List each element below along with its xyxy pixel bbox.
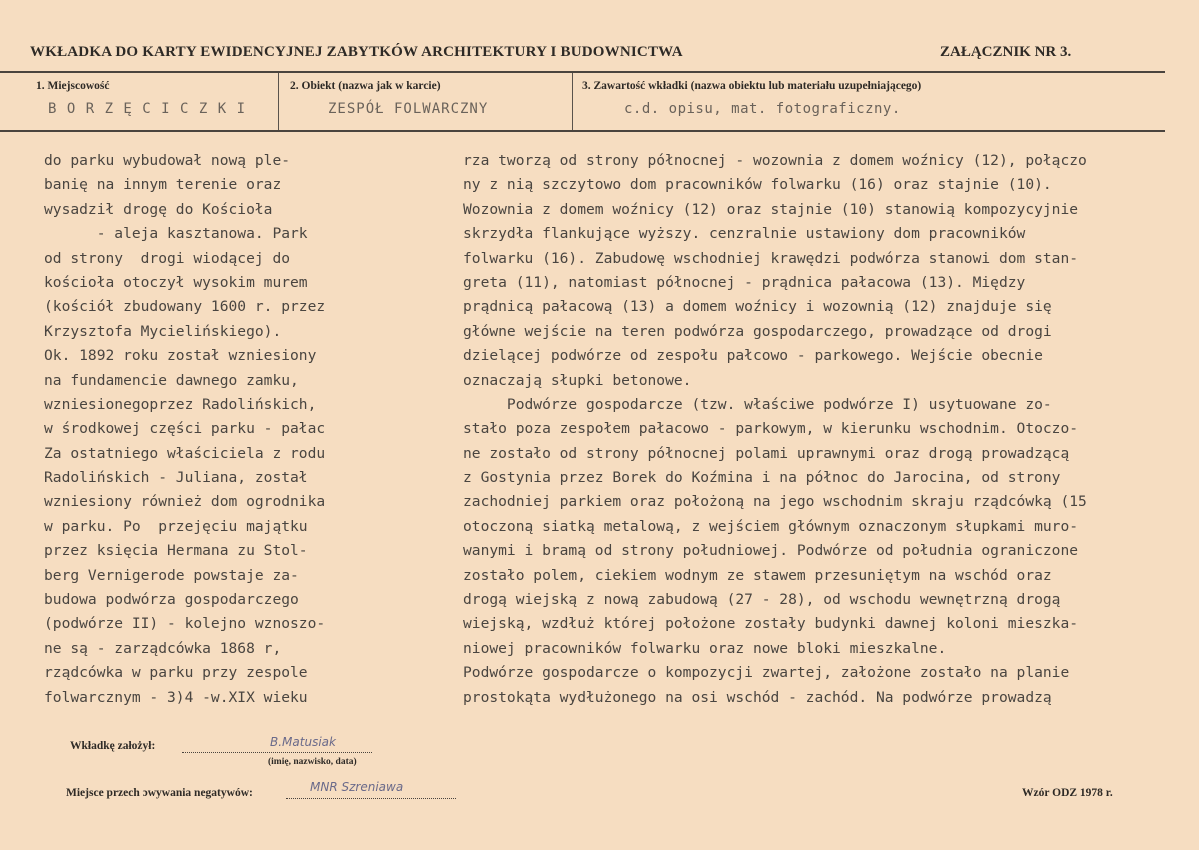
text-line: wiejską, wzdłuż której położone zostały budynki dawnej koloni mieszka- <box>463 615 1079 633</box>
header-top-rule <box>0 71 1165 73</box>
text-line: w środkowej części parku - pałac <box>44 420 326 438</box>
text-line: (podwórze II) - kolejno wznoszo- <box>44 615 326 633</box>
negatives-location-value: MNR Szreniawa <box>310 780 404 794</box>
text-line: berg Vernigerode powstaje za- <box>44 566 299 584</box>
header-bottom-rule <box>0 130 1165 132</box>
text-line: oznaczają słupki betonowe. <box>463 371 692 389</box>
object-label: 2. Obiekt (nazwa jak w karcie) <box>290 80 441 92</box>
text-line: Krzysztofa Mycielińskiego). <box>44 322 282 340</box>
text-line: wanymi i bramą od strony południowej. Podwórze od południa ograniczone <box>463 542 1079 560</box>
prepared-by-label: Wkładkę założył: <box>70 740 156 752</box>
form-title: WKŁADKA DO KARTY EWIDENCYJNEJ ZABYTKÓW ARCHITEKTURY I BUDOWNICTWA <box>30 44 683 60</box>
text-line: wysadził drogę do Kościoła <box>44 200 273 218</box>
text-column-right <box>463 149 1163 710</box>
form-pattern: Wzór ODZ 1978 r. <box>1022 787 1113 799</box>
field-divider <box>278 73 279 130</box>
text-line: prostokąta wydłużonego na osi wschód - zachód. Na podwórze prowadzą <box>463 688 1052 706</box>
text-line: Wozownia z domem woźnicy (12) oraz stajnie (10) stanowią kompozycyjnie <box>463 200 1079 218</box>
field-divider <box>572 73 573 130</box>
text-line: wzniesiony również dom ogrodnika <box>44 493 326 511</box>
text-line: prądnicą pałacową (13) a domem woźnicy i wozownią (12) znajduje się <box>463 298 1052 316</box>
text-line: Ok. 1892 roku został wzniesiony <box>44 347 317 365</box>
text-line: ne są - zarządcówka 1868 r, <box>44 639 282 657</box>
text-line: Podwórze gospodarcze (tzw. właściwe podwórze I) usytuowane zo- <box>463 395 1052 413</box>
text-line: stało poza zespołem pałacowo - parkowym, w kierunku wschodnim. Otoczo- <box>463 420 1079 438</box>
locality-value: B O R Z Ę C I C Z K I <box>48 101 247 117</box>
text-line: greta (11), natomiast północnej - prądnica pałacowa (13). Między <box>463 273 1026 291</box>
text-line: ne zostało od strony północnej polami uprawnymi oraz drogą prowadzącą <box>463 444 1070 462</box>
prepared-by-signature: B.Matusiak <box>270 735 336 749</box>
text-line: rza tworzą od strony północnej - wozownia z domem woźnicy (12), połączo <box>463 152 1087 169</box>
text-line: otoczoną siatką metalową, z wejściem głównym oznaczonym słupkami muro- <box>463 517 1079 535</box>
text-line: budowa podwórza gospodarczego <box>44 591 299 609</box>
object-value: ZESPÓŁ FOLWARCZNY <box>328 101 489 117</box>
text-line: zachodniej parkiem oraz położoną na jego wschodnim skraju rządcówką (15 <box>463 493 1087 511</box>
text-line: skrzydła flankujące wyższy. cenzralnie ustawiony dom pracowników <box>463 225 1026 243</box>
text-line: - aleja kasztanowa. Park <box>44 225 308 243</box>
text-line: na fundamencie dawnego zamku, <box>44 371 299 389</box>
text-line: ny z nią szczytowo dom pracowników folwarku (16) oraz stajnie (10). <box>463 176 1052 194</box>
text-line: z Gostynia przez Borek do Koźmina i na północ do Jarocina, od strony <box>463 469 1061 487</box>
negatives-location-label: Miejsce przech ɔwywania negatywów: <box>66 787 253 799</box>
contents-label: 3. Zawartość wkładki (nazwa obiektu lub materiału uzupełniającego) <box>582 80 922 92</box>
text-line: banię na innym terenie oraz <box>44 176 282 194</box>
text-line: wzniesionegoprzez Radolińskich, <box>44 395 317 413</box>
negatives-location-line <box>286 798 456 799</box>
text-line: w parku. Po przejęciu majątku <box>44 517 308 535</box>
prepared-by-hint: (imię, nazwisko, data) <box>268 757 357 767</box>
text-line: Za ostatniego właściciela z rodu <box>44 444 326 462</box>
text-line: (kościół zbudowany 1600 r. przez <box>44 298 326 316</box>
annex-number: ZAŁĄCZNIK NR 3. <box>940 44 1072 60</box>
text-line: od strony drogi wiodącej do <box>44 249 291 267</box>
contents-value: c.d. opisu, mat. fotograficzny. <box>624 101 901 117</box>
text-line: folwarcznym - 3)4 -w.XIX wieku <box>44 688 308 706</box>
text-line: Podwórze gospodarcze o kompozycji zwartej, założone zostało na planie <box>463 664 1070 682</box>
text-line: niowej pracowników folwarku oraz nowe bloki mieszkalne. <box>463 639 947 657</box>
text-line: zostało polem, ciekiem wodnym ze stawem przesuniętym na wschód oraz <box>463 566 1052 584</box>
text-line: rządcówka w parku przy zespole <box>44 664 308 682</box>
text-line: drogą wiejską z nową zabudową (27 - 28), od wschodu wewnętrzną drogą <box>463 591 1061 609</box>
locality-label: 1. Miejscowość <box>36 80 110 92</box>
text-line: do parku wybudował nową ple- <box>44 152 291 169</box>
text-column-left <box>44 149 404 710</box>
text-line: główne wejście na teren podwórza gospodarczego, prowadzące od drogi <box>463 322 1052 340</box>
text-line: dzielącej podwórze od zespołu pałcowo - parkowego. Wejście obecnie <box>463 347 1043 365</box>
text-line: kościoła otoczył wysokim murem <box>44 273 308 291</box>
prepared-by-line <box>182 752 372 753</box>
text-line: folwarku (16). Zabudowę wschodniej krawędzi podwórza stanowi dom stan- <box>463 249 1079 267</box>
text-line: Radolińskich - Juliana, został <box>44 469 308 487</box>
text-line: przez księcia Hermana zu Stol- <box>44 542 308 560</box>
